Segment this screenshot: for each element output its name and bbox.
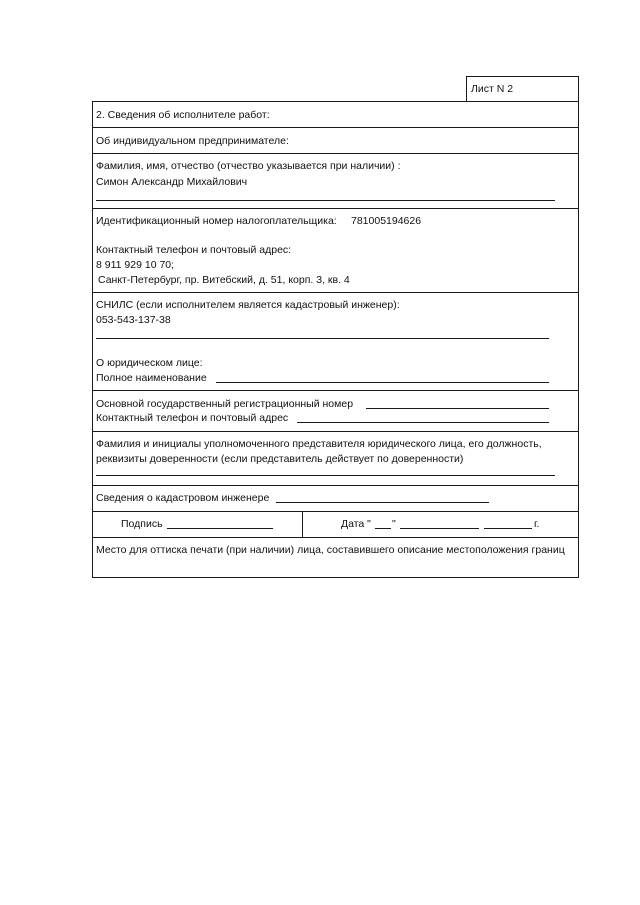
date-day-underline [375,528,391,529]
representative-underline [96,475,555,476]
inn-value: 781005194626 [351,215,422,227]
date-month-underline [400,528,479,529]
legal-contact-label: Контактный телефон и почтовый адрес [96,412,289,424]
phone-value: 8 911 929 10 70; [96,259,175,271]
fio-label: Фамилия, имя, отчество (отчество указывается при наличии) : [96,160,401,172]
full-name-label: Полное наименование [96,372,207,384]
representative-text: Фамилия и инициалы уполномоченного представителя юридического лица, его должность, реквизиты доверенности (если представитель действует по доверенности) [96,438,542,465]
individual-header: Об индивидуальном предпринимателе: [96,135,289,147]
ogrn-row [92,391,579,432]
ogrn-underline [366,408,549,409]
fio-underline [96,200,555,201]
date-label: Дата " [341,518,371,530]
fio-row [92,154,579,209]
section-title: 2. Сведения об исполнителе работ: [96,109,270,121]
full-name-underline [216,382,549,383]
signature-underline [167,528,273,529]
sheet-number-box [466,76,579,102]
sheet-number-label: Лист N 2 [471,83,514,95]
legal-contact-underline [297,422,549,423]
representative-row [92,432,579,486]
section-title-row [92,101,579,128]
date-year-underline [484,528,532,529]
stamp-text: Место для оттиска печати (при наличии) лица, составившего описание местоположения границ [96,544,565,556]
signature-date-row [92,512,579,538]
snils-underline [96,338,549,339]
fio-value: Симон Александр Михайлович [96,176,248,188]
address-value: Санкт-Петербург, пр. Витебский, д. 51, корп. 3, кв. 4 [98,274,350,286]
inn-contact-row [92,209,579,293]
ogrn-label: Основной государственный регистрационный номер [96,398,354,410]
engineer-underline [276,502,489,503]
stamp-row [92,538,579,578]
engineer-row [92,486,579,512]
inn-label: Идентификационный номер налогоплательщика: [96,215,337,227]
signature-label: Подпись [121,518,163,530]
snils-legal-row [92,293,579,391]
contact-label: Контактный телефон и почтовый адрес: [96,244,292,256]
date-quote: " [392,518,396,530]
snils-value: 053-543-137-38 [96,314,171,326]
legal-header: О юридическом лице: [96,357,203,369]
individual-header-row [92,128,579,154]
engineer-label: Сведения о кадастровом инженере [96,492,270,504]
signature-date-divider [302,512,303,537]
year-suffix: г. [534,518,540,530]
snils-label: СНИЛС (если исполнителем является кадастровый инженер): [96,299,400,311]
